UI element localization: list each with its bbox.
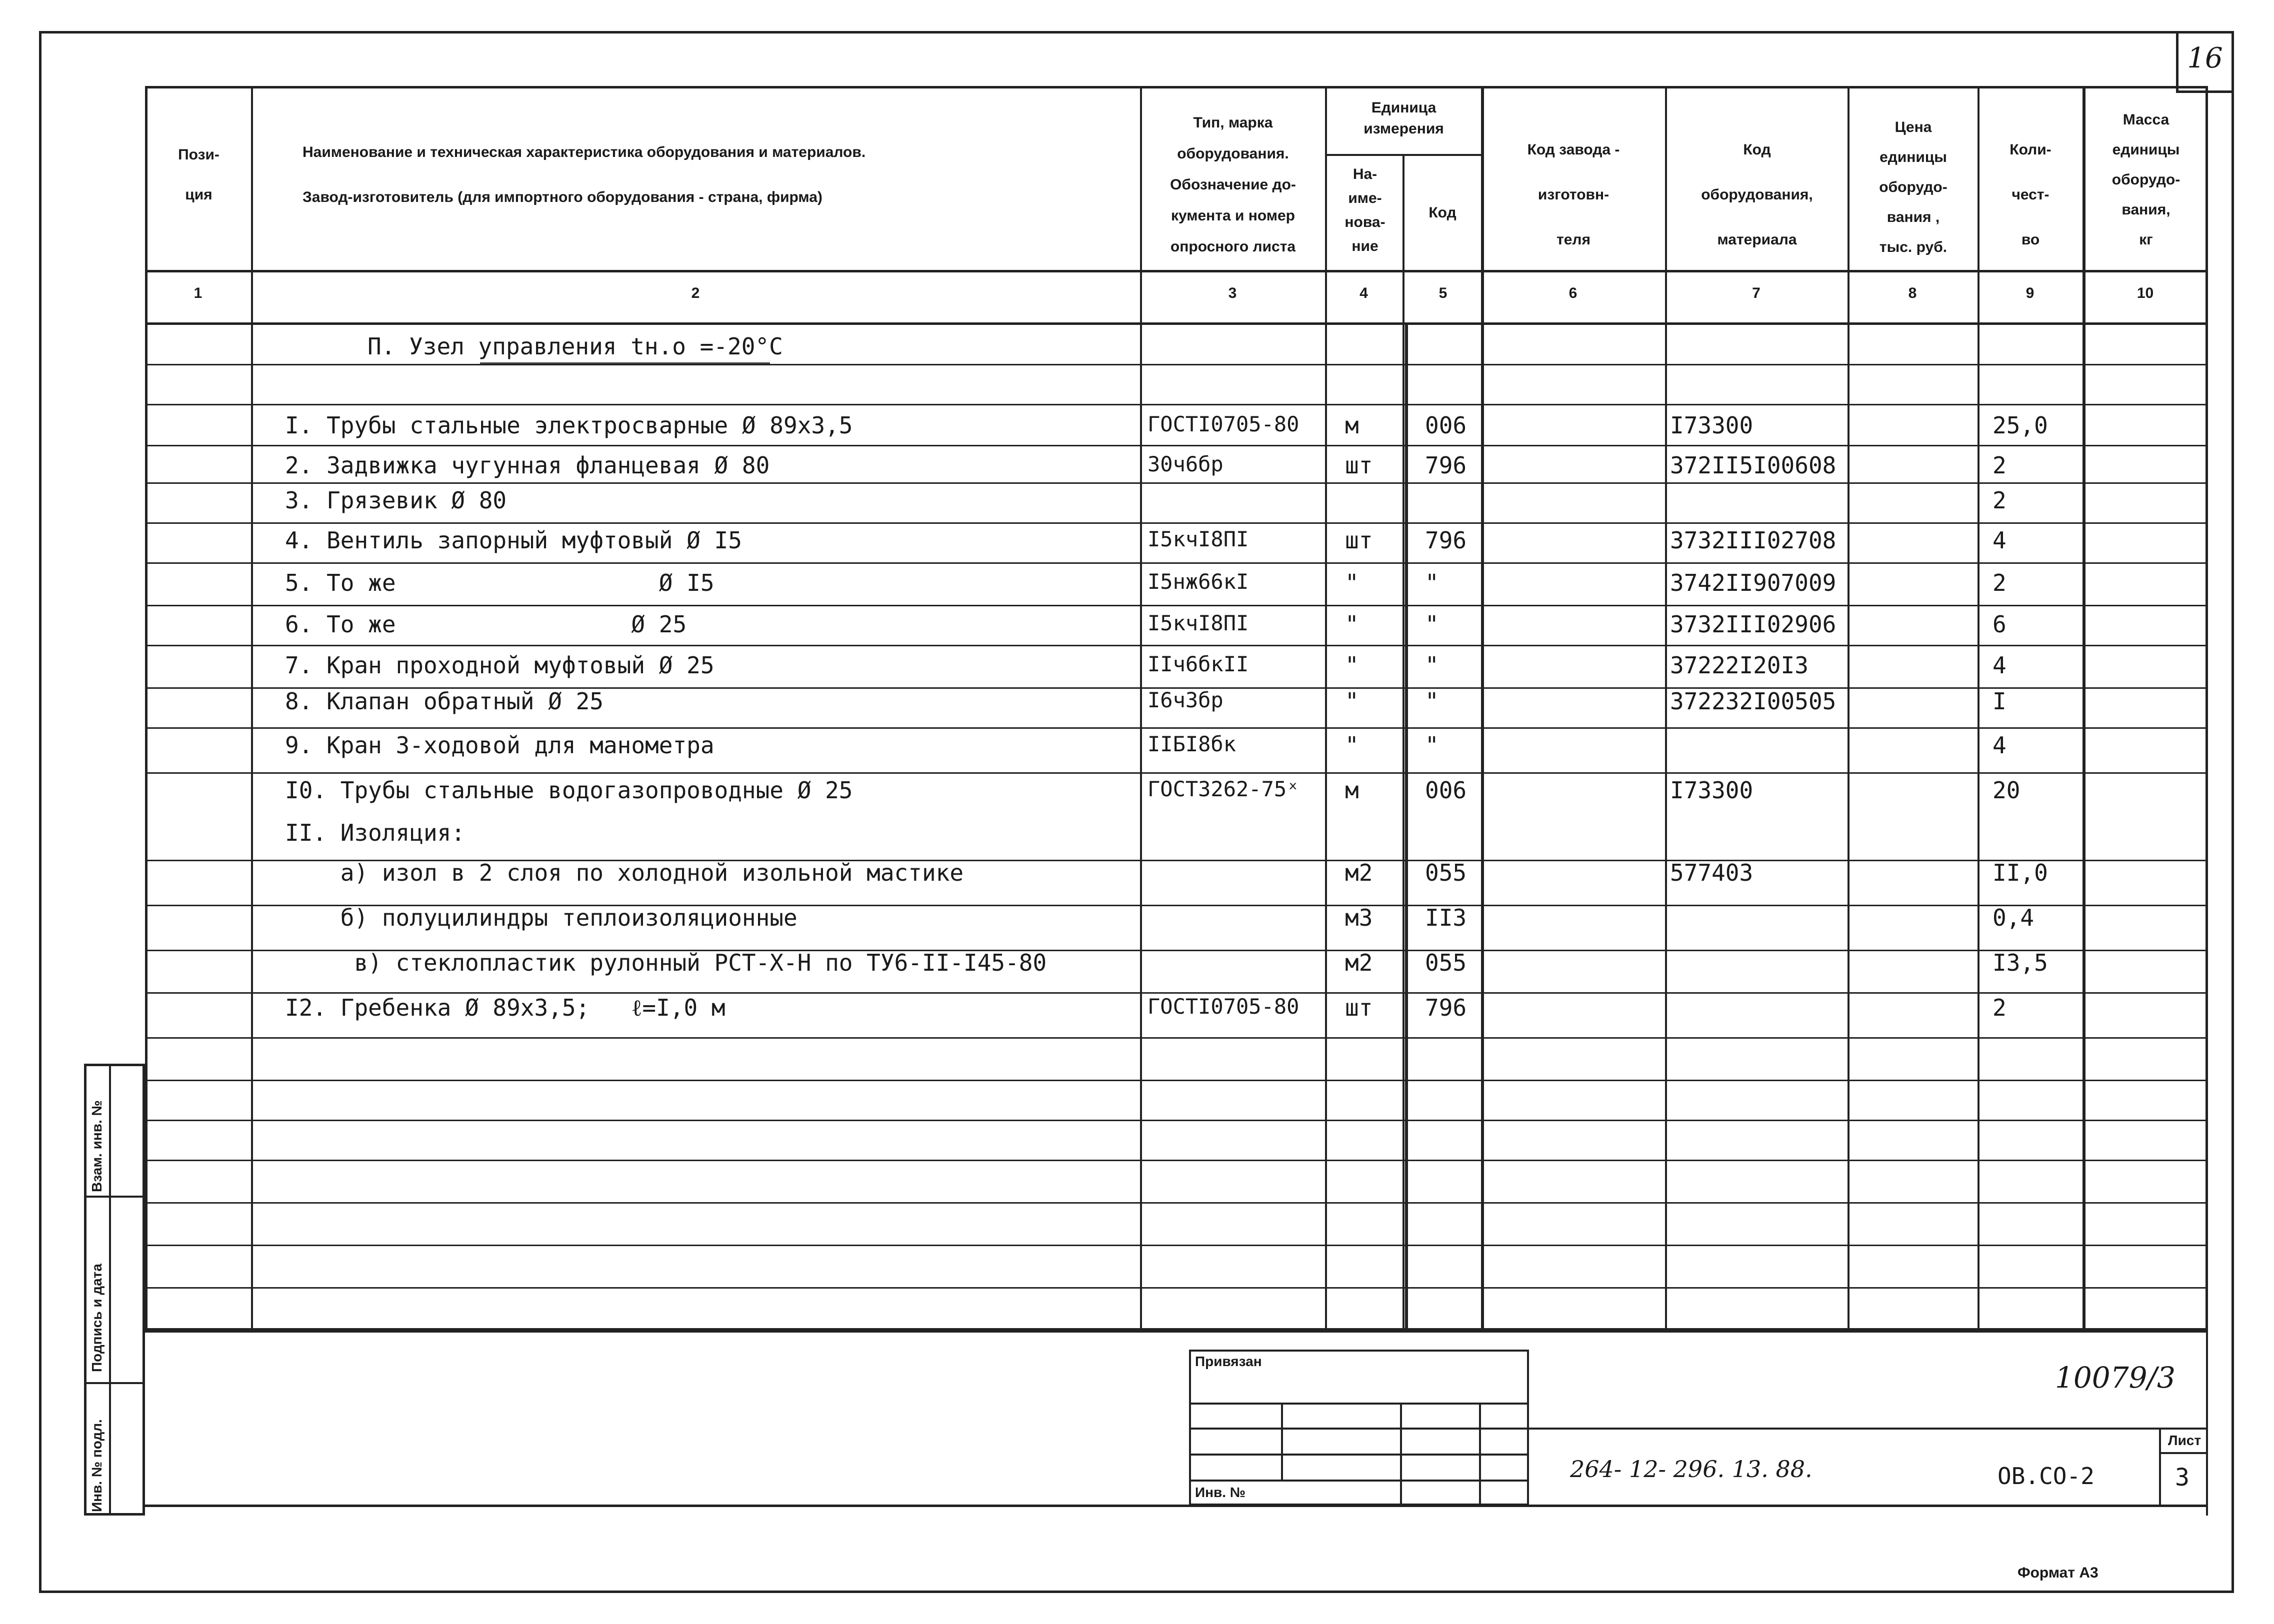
row-line [145,1202,2208,1204]
item-unit: " [1345,688,1359,715]
item-doc: I5кчI8ПI [1148,527,1249,551]
item-name: I. Трубы стальные электросварные Ø 89х3,5 [285,412,853,439]
row-line [145,482,2208,484]
format-label: Формат А3 [2018,1565,2098,1581]
stamp-bottom [145,1505,2208,1507]
header-text: Цена [1894,119,1932,135]
item-code: 796 [1425,452,1467,479]
header-divider [1325,154,1481,156]
item-qty: 2 [1992,994,2006,1021]
item-qty: 4 [1992,527,2006,554]
col-line [1978,86,1980,1331]
row-line [145,445,2208,446]
header-text: На- [1352,166,1378,182]
header-text: оборудо- [1879,179,1948,195]
header-text: опросного листа [1170,238,1296,255]
row-line [145,1287,2208,1289]
col-line [1402,155,1404,1331]
item-doc: 30ч6бр [1148,452,1224,476]
item-unit: м2 [1345,859,1373,886]
header-col3 [1142,107,1324,262]
item-code: 055 [1425,859,1467,886]
item-name: 5. То же Ø I5 [285,569,714,596]
item-qty: 20 [1992,777,2020,804]
title-block-line [1529,1428,2208,1430]
side-label-inv: Инв. № подл. [89,1419,104,1512]
header-col2 [252,130,1188,220]
header-text: Завод-изготовитель (для импортного оборудования - страна, фирма) [302,189,822,205]
item-code: 006 [1425,412,1467,439]
item-name: 6. То же Ø 25 [285,611,687,638]
header-text: ция [185,186,212,203]
col-number: 3 [1228,285,1237,301]
col-line [1848,86,1850,1331]
item-name: 4. Вентиль запорный муфтовый Ø I5 [285,527,742,554]
row-line [145,1080,2208,1081]
section-title: П. Узел управления tн.о =-20°С [368,333,783,360]
header-text: оборудования. [1177,145,1289,162]
header-text: Код [1743,141,1771,158]
item-doc: I6ч3бр [1148,688,1224,712]
item-unit: м [1345,412,1359,439]
item-name: II. Изоляция: [285,819,466,846]
item-material-code: I73300 [1670,777,1754,804]
item-qty: 2 [1992,452,2006,479]
row-line [145,364,2208,365]
row-line [145,404,2208,405]
col-number: 1 [194,285,202,301]
header-col8 [1850,112,1976,262]
item-doc: ГОСТ3262-75ˣ [1148,777,1300,801]
header-col6 [1484,127,1664,262]
header-text: Обозначение до- [1170,176,1296,193]
header-text: единицы [2112,141,2180,158]
item-name: 2. Задвижка чугунная фланцевая Ø 80 [285,452,770,479]
header-text: во [2021,231,2040,248]
col-line [251,86,253,1331]
item-unit: " [1345,611,1359,638]
item-doc: IIч6бкII [1148,652,1249,676]
header-text: ние [1352,238,1378,254]
header-text: нова- [1344,214,1386,230]
title-block-line [2159,1452,2208,1454]
item-name: б) полуцилиндры теплоизоляционные [285,904,798,931]
header-text: кг [2139,231,2153,248]
item-qty: 2 [1992,569,2006,596]
item-doc: ГОСТI0705-80 [1148,994,1300,1019]
item-qty: 0,4 [1992,904,2034,931]
item-code: 055 [1425,949,1467,976]
col-number: 4 [1360,285,1368,301]
col-line [1665,86,1667,1331]
item-code: " [1425,732,1439,759]
privyazan-vline [1281,1403,1283,1480]
header-text: изготовн- [1538,186,1610,203]
item-unit: " [1345,652,1359,679]
row-line [145,992,2208,994]
item-qty: 4 [1992,652,2006,679]
side-label-podpis: Подпись и дата [89,1264,104,1372]
item-name: 3. Грязевик Ø 80 [285,487,507,514]
item-material-code: 372II5I00608 [1670,452,1836,479]
col-number: 10 [2136,285,2154,301]
header-text: Код завода - [1527,141,1620,158]
privyazan-line [1189,1454,1529,1456]
item-unit: м2 [1345,949,1373,976]
item-qty: II,0 [1992,859,2048,886]
item-material-code: 3742II907009 [1670,569,1836,596]
side-label-vzam: Взам. инв. № [89,1100,104,1192]
col-number: 5 [1438,285,1448,301]
item-name: в) стеклопластик рулонный РСТ-Х-Н по ТУ6-II-I45-80 [285,949,1047,976]
header-bottom [145,270,2208,272]
row-line [145,645,2208,646]
privyazan-line [1189,1480,1529,1482]
col-number: 6 [1568,285,1578,301]
col-line [2082,86,2086,1331]
item-material-code: 577403 [1670,859,1754,886]
header-text: оборудо- [2112,171,2180,188]
header-text: кумента и номер [1170,207,1296,224]
doc-code: 264- 12- 296. 13. 88. [1570,1456,1812,1483]
item-unit: м3 [1345,904,1373,931]
header-text: Единица [1371,99,1436,116]
header-text: Пози- [178,146,220,163]
handwritten-number: 10079/3 [2055,1361,2176,1395]
item-unit: шт [1345,994,1373,1021]
item-code: " [1425,611,1439,638]
list-value: 3 [2175,1464,2190,1492]
item-name: а) изол в 2 слоя по холодной изольной мастике [285,859,964,886]
header-text: вания, [2122,201,2170,218]
col-line [1405,325,1408,1331]
header-text: теля [1556,231,1590,248]
row-line [145,1120,2208,1121]
item-doc: IIБI8бк [1148,732,1236,756]
header-col7 [1668,127,1846,262]
item-material-code: 37222I20I3 [1670,652,1808,679]
side-strip-line [84,1196,145,1198]
item-doc: ГОСТI0705-80 [1148,412,1300,436]
col-line [1140,86,1142,1331]
header-col1 [148,135,250,215]
item-qty: 6 [1992,611,2006,638]
header-text: единицы [1880,149,1947,165]
privyazan-line [1189,1428,1529,1430]
header-text: Наименование и техническая характеристика оборудования и материалов. [302,144,866,160]
item-unit: м [1345,777,1359,804]
item-material-code: I73300 [1670,412,1754,439]
privyazan-vline [1479,1403,1481,1506]
header-text: вания , [1886,209,1940,225]
header-col4 [1328,162,1402,258]
item-unit: " [1345,569,1359,596]
item-qty: 25,0 [1992,412,2048,439]
header-text: измерения [1364,120,1444,137]
item-material-code: 3732III02906 [1670,611,1836,638]
col-number: 8 [1908,285,1917,301]
item-name: 9. Кран 3-ходовой для манометра [285,732,714,759]
col-line [1481,86,1484,1331]
item-code: II3 [1425,904,1467,931]
stamp-top [145,1331,2208,1333]
stamp-right [2206,1331,2208,1516]
header-text: Коли- [2010,141,2052,158]
header-text: Масса [2122,111,2170,128]
item-unit: шт [1345,527,1373,554]
list-label: Лист [2168,1433,2202,1448]
item-code: " [1425,688,1439,715]
header-text: материала [1717,231,1797,248]
col-number: 7 [1752,285,1760,301]
item-name: 8. Клапан обратный Ø 25 [285,688,604,715]
item-name: I0. Трубы стальные водогазопроводные Ø 25 [285,777,853,804]
item-qty: 2 [1992,487,2006,514]
item-unit: " [1345,732,1359,759]
privyazan-vline [1400,1403,1402,1506]
numbers-bottom [145,322,2208,325]
sheet-code: ОВ.СО-2 [1998,1463,2094,1490]
side-strip-line [84,1382,145,1384]
item-name: I2. Гребенка Ø 89х3,5; ℓ=I,0 м [285,994,726,1021]
section-underline [480,362,770,364]
item-qty: I3,5 [1992,949,2048,976]
item-code: 006 [1425,777,1467,804]
row-line [145,1245,2208,1246]
col-line [1325,86,1327,1331]
row-line [145,562,2208,564]
item-code: 796 [1425,994,1467,1021]
col-number: 2 [691,285,700,301]
header-col10 [2085,105,2207,255]
header-text: Тип, марка [1193,114,1273,131]
row-line [145,605,2208,606]
item-code: " [1425,569,1439,596]
inv-no-label: Инв. № [1195,1485,1246,1500]
header-col9 [1980,127,2081,262]
row-line [145,727,2208,729]
item-doc: I5кчI8ПI [1148,611,1249,635]
item-qty: I [1992,688,2006,715]
privyazan-label: Привязан [1195,1354,1262,1369]
row-line [145,772,2208,774]
item-code: 796 [1425,527,1467,554]
item-name: 7. Кран проходной муфтовый Ø 25 [285,652,714,679]
row-line [145,1160,2208,1161]
header-text: чест- [2012,186,2050,203]
privyazan-line [1189,1403,1529,1405]
item-doc: I5нж66кI [1148,569,1249,594]
item-material-code: 372232I00505 [1670,688,1836,715]
header-text: оборудования, [1701,186,1813,203]
header-text: име- [1348,190,1382,206]
header-unit [1328,97,1480,139]
page-number: 16 [2187,42,2223,74]
item-material-code: 3732III02708 [1670,527,1836,554]
header-text: тыс. руб. [1879,239,1948,255]
side-strip-divider [109,1064,111,1516]
row-line [145,1037,2208,1039]
col-number: 9 [2026,285,2034,301]
item-code: " [1425,652,1439,679]
row-line [145,522,2208,524]
item-unit: шт [1345,452,1373,479]
item-qty: 4 [1992,732,2006,759]
header-col5: Код [1428,204,1456,221]
